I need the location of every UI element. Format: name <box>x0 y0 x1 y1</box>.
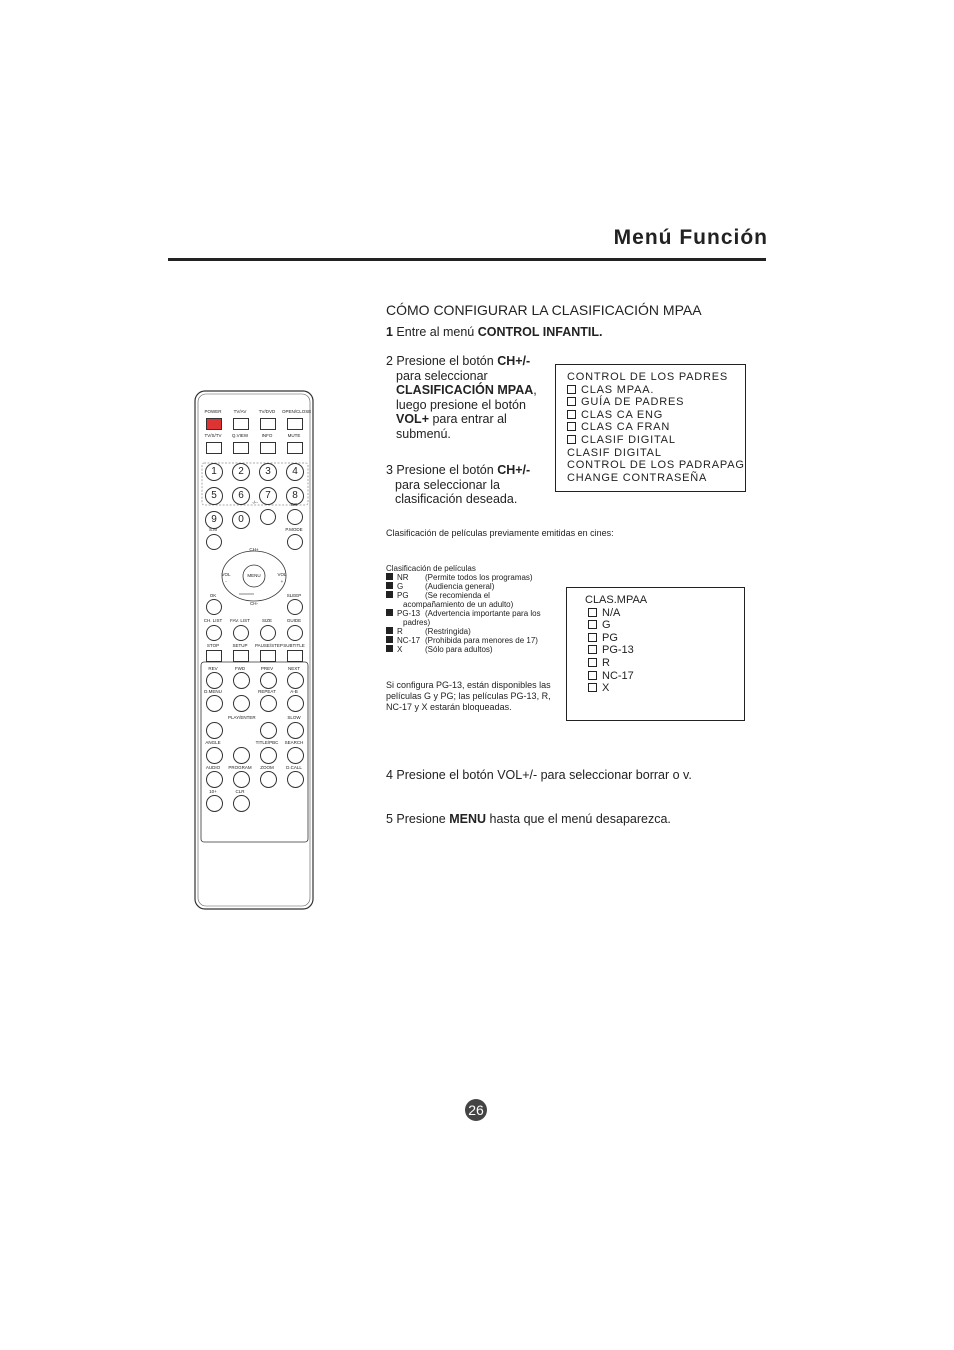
parental-menu-item-label: CLAS CA FRAN <box>581 421 671 434</box>
vol-minus-label: - <box>225 579 227 584</box>
menu-label: MENU <box>247 573 261 578</box>
checkbox-icon[interactable] <box>567 435 576 444</box>
remote-button-label: POWER <box>204 409 222 414</box>
bullet-square-icon <box>386 573 393 580</box>
digit-button[interactable]: 7 <box>259 487 277 505</box>
header-rule <box>168 258 766 261</box>
rating-legend-item <box>386 591 566 600</box>
remote-button-label: SLOW <box>287 715 301 720</box>
remote-button[interactable] <box>287 650 303 662</box>
mpaa-menu-item-label: X <box>602 682 610 695</box>
remote-button[interactable] <box>233 771 250 788</box>
remote-button-label: -/-- <box>252 500 258 505</box>
parental-menu-item-label: CHANGE CONTRASEÑA <box>567 471 708 484</box>
remote-button-label: SLEEP <box>286 593 302 598</box>
remote-button[interactable] <box>260 418 276 430</box>
remote-button[interactable] <box>206 747 223 764</box>
remote-button[interactable] <box>260 650 276 662</box>
remote-button[interactable] <box>206 672 223 689</box>
remote-control-illustration <box>194 390 314 910</box>
remote-button[interactable] <box>260 442 276 454</box>
note-line: Si configura PG-13, están disponibles las <box>386 680 551 690</box>
step-1-text: Entre al menú <box>392 325 478 339</box>
checkbox-icon[interactable] <box>567 422 576 431</box>
step-2-line4: luego presione el botón <box>396 397 526 412</box>
rating-description: (Prohibida para menores de 17) <box>425 636 538 645</box>
remote-button[interactable] <box>260 625 276 641</box>
step-3-line3: clasificación deseada. <box>395 492 518 506</box>
remote-button-label: AUDIO <box>205 765 221 770</box>
remote-button-label: NEXT <box>287 666 300 671</box>
nav-up-button[interactable] <box>233 695 250 712</box>
remote-button[interactable] <box>206 771 223 788</box>
checkbox-icon[interactable] <box>588 683 597 692</box>
parental-menu-item-label: GUÍA DE PADRES <box>581 396 685 409</box>
bullet-square-icon <box>386 627 393 634</box>
remote-button[interactable] <box>206 442 222 454</box>
rating-description: padres) <box>403 618 431 627</box>
remote-button[interactable] <box>206 795 223 812</box>
remote-button-label: INFO <box>261 433 273 438</box>
remote-button-label: CH. LIST <box>203 618 223 623</box>
mpaa-menu-item[interactable] <box>588 657 744 670</box>
step-4: 4 Presione el botón VOL+/- para seleccionar borrar o v. <box>386 768 692 782</box>
step-5-bold: MENU <box>449 812 487 826</box>
remote-button-label: SEARCH <box>284 740 304 745</box>
remote-button-label: CLR <box>235 789 245 794</box>
step-5-text-a: 5 Presione <box>386 812 450 826</box>
remote-button[interactable] <box>206 418 222 430</box>
step-3 <box>386 463 530 507</box>
remote-button[interactable] <box>287 695 304 712</box>
rating-code: X <box>397 645 403 654</box>
remote-button-label: TV/DVD <box>258 409 276 414</box>
rating-code: PG-13 <box>397 609 421 618</box>
rating-legend-item <box>386 627 566 636</box>
rating-description: (Audiencia general) <box>425 582 495 591</box>
parental-menu-item[interactable] <box>567 384 745 397</box>
parental-menu-item-label: CLAS CA ENG <box>581 408 664 421</box>
rating-description: (Advertencia importante para los <box>425 609 541 618</box>
mpaa-menu-item-label: N/A <box>602 606 621 619</box>
ratings-intro: Clasificación de películas previamente emitidas en cines: <box>386 528 614 538</box>
remote-button[interactable] <box>287 672 304 689</box>
ch-down-label: CH- <box>250 601 258 606</box>
mpaa-menu-item-label: PG <box>602 631 618 644</box>
remote-button-label: TITLE/PBC <box>255 740 279 745</box>
remote-button[interactable] <box>287 599 303 615</box>
remote-button-label: GUIDE <box>286 618 302 623</box>
remote-button[interactable] <box>206 534 222 550</box>
mpaa-menu-item-label: R <box>602 656 610 669</box>
step-1 <box>386 325 602 340</box>
remote-button[interactable] <box>206 599 222 615</box>
remote-button-label: OPEN/CLOSE <box>282 409 312 414</box>
rating-code: R <box>397 627 403 636</box>
remote-button-label: PLAY/ENTER <box>228 715 256 720</box>
note-line: películas G y PG; las películas PG-13, R, <box>386 691 551 701</box>
remote-button-label: SUBTITLE <box>283 643 305 648</box>
step-2-line5: para entrar al <box>429 412 507 426</box>
mpaa-menu-item[interactable] <box>588 670 744 683</box>
remote-button[interactable] <box>287 771 304 788</box>
ratings-legend-title: Clasificación de películas <box>386 564 476 573</box>
rating-description: (Sólo para adultos) <box>425 645 493 654</box>
parental-menu-title: CONTROL DE LOS PADRES <box>567 371 729 383</box>
remote-button-label: D.MENU <box>204 689 222 694</box>
mpaa-menu-item-label: PG-13 <box>602 644 634 657</box>
parental-menu-item[interactable] <box>567 421 745 434</box>
remote-button-label: PROGRAM <box>228 765 252 770</box>
remote-button[interactable] <box>260 747 277 764</box>
parental-menu-item[interactable] <box>567 434 745 447</box>
remote-button[interactable] <box>287 534 303 550</box>
mpaa-menu-item-label: G <box>602 619 611 632</box>
bullet-square-icon <box>386 645 393 652</box>
vol-right-label: VOL <box>277 572 287 577</box>
remote-button-label: D.CALL <box>286 765 302 770</box>
remote-button-label: PREV <box>260 666 274 671</box>
rating-legend-item <box>386 573 566 582</box>
step-2-line3: , <box>533 383 537 397</box>
step-5-text-c: hasta que el menú desaparezca. <box>486 812 671 826</box>
remote-button[interactable] <box>206 695 223 712</box>
remote-button-label: STOP <box>206 643 220 648</box>
parental-menu-item[interactable] <box>567 409 745 422</box>
rating-legend-item <box>386 582 566 591</box>
step-2-line5-bold: VOL+ <box>396 412 429 426</box>
step-2 <box>386 354 537 441</box>
note-line: NC-17 y X estarán bloqueadas. <box>386 702 512 712</box>
remote-button[interactable] <box>233 650 249 662</box>
remote-button[interactable] <box>287 625 303 641</box>
checkbox-icon[interactable] <box>567 385 576 394</box>
bullet-square-icon <box>386 636 393 643</box>
checkbox-icon[interactable] <box>588 633 597 642</box>
remote-button-label: ANGLE <box>205 740 221 745</box>
remote-button-label: A-B <box>290 689 298 694</box>
rating-legend-item <box>386 645 566 654</box>
remote-button[interactable] <box>287 442 303 454</box>
parental-menu-item-label: CLAS MPAA. <box>581 383 655 396</box>
checkbox-icon[interactable] <box>588 658 597 667</box>
bullet-square-icon <box>386 609 393 616</box>
mpaa-menu <box>566 587 745 721</box>
remote-button-label: TV/S/TV <box>204 433 222 438</box>
digit-button[interactable]: 8 <box>286 487 304 505</box>
checkbox-icon[interactable] <box>588 645 597 654</box>
mpaa-menu-item[interactable] <box>588 619 744 632</box>
remote-button-label: SIZE <box>261 618 272 623</box>
parental-menu-item[interactable] <box>567 396 745 409</box>
digit-button[interactable]: 9 <box>205 511 223 529</box>
remote-button-label: FAV. LIST <box>230 618 250 623</box>
remote-button[interactable] <box>260 771 277 788</box>
parental-menu-item-label: CLASIF DIGITAL <box>567 446 662 459</box>
vol-plus-label: + <box>280 579 284 584</box>
remote-button-label: SETUP <box>232 643 248 648</box>
remote-button[interactable] <box>233 418 249 430</box>
remote-button[interactable] <box>233 442 249 454</box>
remote-button[interactable] <box>287 747 304 764</box>
parental-menu-item[interactable] <box>567 459 745 472</box>
remote-button-label: REPEAT <box>258 689 276 694</box>
step-3-line2: para seleccionar la <box>395 477 500 492</box>
remote-button-label: 10+ <box>209 789 217 794</box>
step-2-line1-bold: CH+/- <box>497 354 531 368</box>
remote-button[interactable] <box>287 418 303 430</box>
mpaa-menu-item[interactable] <box>588 644 744 657</box>
remote-button-label: REV <box>208 666 218 671</box>
remote-button-label: S.M <box>208 527 217 532</box>
mpaa-menu-item[interactable] <box>588 682 744 695</box>
remote-button[interactable] <box>233 795 250 812</box>
step-5 <box>386 812 671 826</box>
rating-legend-item <box>386 600 566 609</box>
bullet-square-icon <box>386 582 393 589</box>
remote-button[interactable] <box>206 625 222 641</box>
bullet-square-icon <box>386 591 393 598</box>
checkbox-icon[interactable] <box>567 410 576 419</box>
parental-menu-item[interactable] <box>567 447 745 460</box>
rating-code: G <box>397 582 404 591</box>
parental-menu-item-label: CLASIF DIGITAL <box>581 433 676 446</box>
step-2-line3-bold: CLASIFICACIÓN MPAA <box>396 383 534 397</box>
remote-button-label: MUTE <box>287 433 301 438</box>
step-3-line1: 3 Presione el botón <box>386 463 498 477</box>
remote-button[interactable] <box>233 625 249 641</box>
rating-legend-item <box>386 636 566 645</box>
remote-button-label: OK <box>209 593 217 598</box>
rating-legend-item <box>386 609 566 618</box>
page-title: Menú Función <box>613 226 768 249</box>
checkbox-icon[interactable] <box>588 608 597 617</box>
step-2-line6: submenú. <box>396 426 451 441</box>
rating-description: (Permite todos los programas) <box>425 573 533 582</box>
digit-button[interactable]: 2 <box>232 463 250 481</box>
remote-button[interactable] <box>287 509 303 525</box>
rating-description: acompañamiento de un adulto) <box>403 600 514 609</box>
ratings-legend <box>386 564 566 654</box>
digit-button[interactable]: 5 <box>205 487 223 505</box>
parental-control-menu <box>555 364 746 492</box>
parental-menu-item-label: CONTROL DE LOS PADRAPAG <box>567 459 745 472</box>
checkbox-icon[interactable] <box>588 620 597 629</box>
digit-button[interactable]: 0 <box>232 511 250 529</box>
ratings-note <box>386 680 571 713</box>
remote-button-label: CC <box>290 502 298 507</box>
remote-button-label: Q.VIEW <box>231 433 249 438</box>
remote-button[interactable] <box>260 695 277 712</box>
rating-legend-item <box>386 618 566 627</box>
rating-code: PG <box>397 591 409 600</box>
mpaa-menu-item-label: NC-17 <box>602 669 634 682</box>
page-number: 26 <box>465 1099 487 1121</box>
section-heading: CÓMO CONFIGURAR LA CLASIFICACIÓN MPAA <box>386 302 702 318</box>
step-2-line2: para seleccionar <box>396 368 488 383</box>
parental-menu-item[interactable] <box>567 472 745 485</box>
digit-button[interactable]: 3 <box>259 463 277 481</box>
remote-button-label: TV/AV <box>233 409 247 414</box>
rating-description: (Se recomienda el <box>425 591 490 600</box>
ch-up-label: CH+ <box>249 547 259 552</box>
checkbox-icon[interactable] <box>588 671 597 680</box>
mpaa-menu-title: CLAS.MPAA <box>585 594 648 606</box>
digit-button[interactable]: 4 <box>286 463 304 481</box>
mpaa-menu-item[interactable] <box>588 632 744 645</box>
rating-code: NC-17 <box>397 636 421 645</box>
remote-button[interactable] <box>260 672 277 689</box>
remote-button[interactable] <box>260 509 276 525</box>
rating-code: NR <box>397 573 409 582</box>
step-2-line1: 2 Presione el botón <box>386 354 498 368</box>
rating-description: (Restringida) <box>425 627 471 636</box>
step-1-number: 1 <box>386 325 393 339</box>
remote-button-label: ZOOM <box>260 765 274 770</box>
nav-right-button[interactable] <box>260 722 277 739</box>
digit-button[interactable]: 6 <box>232 487 250 505</box>
mpaa-menu-item[interactable] <box>588 607 744 620</box>
nav-left-button[interactable] <box>206 722 223 739</box>
digit-button[interactable]: 1 <box>205 463 223 481</box>
vol-left-label: VOL <box>221 572 231 577</box>
remote-button[interactable] <box>287 722 304 739</box>
checkbox-icon[interactable] <box>567 397 576 406</box>
remote-button-label: PAUSE/STEP <box>255 643 283 648</box>
remote-button[interactable] <box>206 650 222 662</box>
remote-button-label: P.MODE <box>285 527 303 532</box>
nav-down-button[interactable] <box>233 747 250 764</box>
remote-button-label: FWD <box>234 666 246 671</box>
step-3-line1-bold: CH+/- <box>497 463 531 477</box>
step-1-bold: CONTROL INFANTIL. <box>477 325 603 339</box>
remote-button[interactable] <box>233 672 250 689</box>
